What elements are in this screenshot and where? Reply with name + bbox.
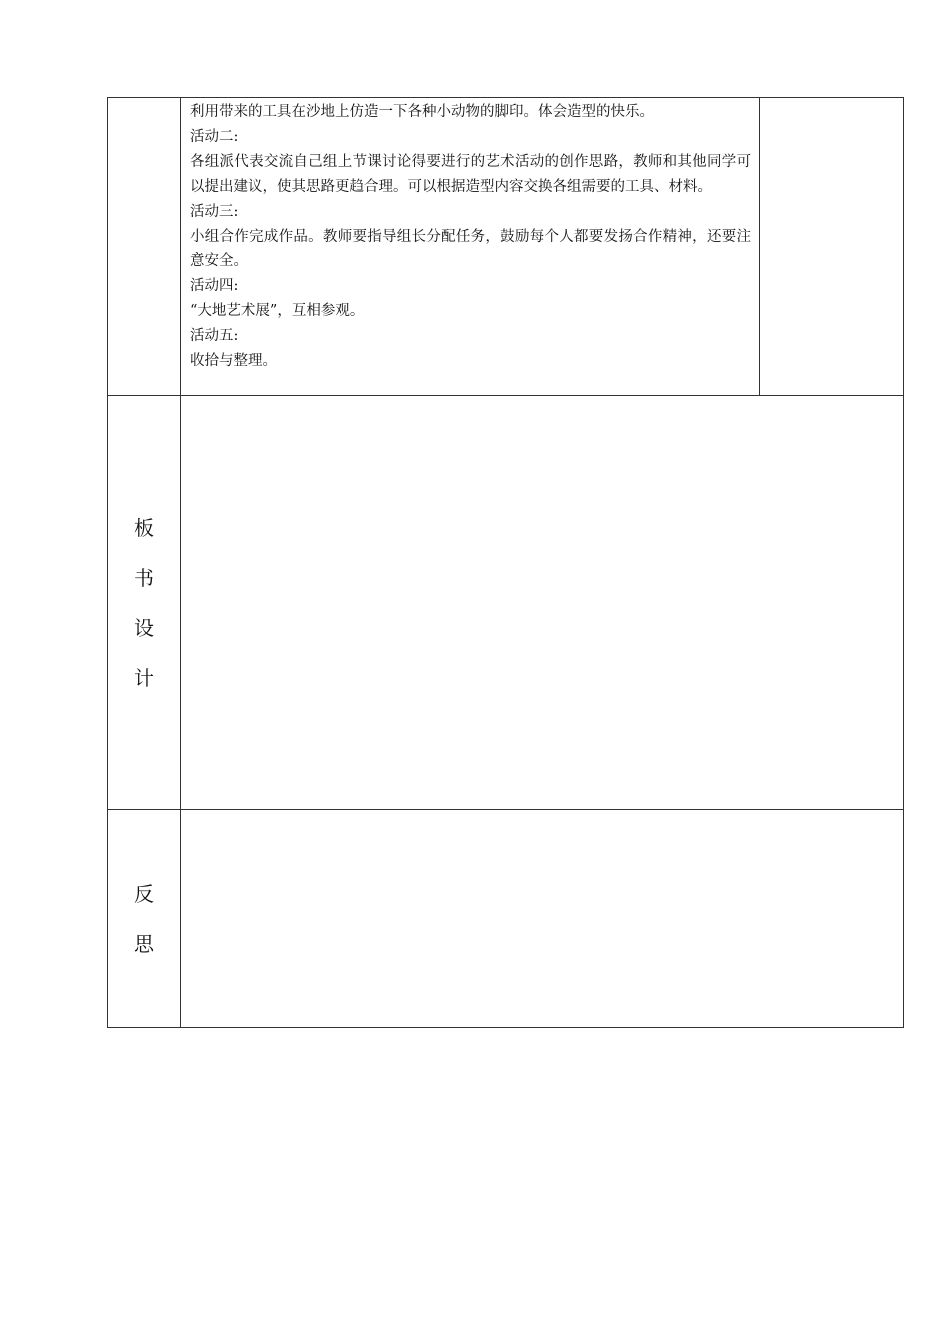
reflection-row [108, 810, 904, 1028]
board-design-char: 板 [134, 515, 154, 540]
reflection-content-cell [181, 810, 904, 1028]
activity-text-line: 各组派代表交流自己组上节课讨论得要进行的艺术活动的创作思路，教师和其他同学可以提出建议，使其思路更趋合理。可以根据造型内容交换各组需要的工具、材料。 [190, 153, 751, 195]
activity-heading: 活动二: [190, 128, 239, 145]
reflection-char: 反 [134, 881, 154, 906]
activity-heading: 活动五: [190, 328, 239, 345]
activities-row [108, 98, 904, 396]
activity-text-line: 收拾与整理。 [190, 353, 277, 370]
board-design-label [108, 396, 181, 810]
board-design-char: 书 [134, 565, 154, 590]
board-design-char: 设 [134, 615, 154, 640]
activity-text-line: 利用带来的工具在沙地上仿造一下各种小动物的脚印。体会造型的快乐。 [190, 104, 654, 120]
lesson-plan-table [107, 97, 904, 1028]
activity-text-line: “大地艺术展”，互相参观。 [190, 303, 365, 320]
activity-text-line: 小组合作完成作品。教师要指导组长分配任务，鼓励每个人都要发扬合作精神，还要注意安全。 [190, 228, 751, 270]
reflection-label [108, 810, 181, 1028]
reflection-char: 思 [134, 931, 154, 956]
activity-heading: 活动四: [190, 278, 239, 295]
activity-heading: 活动三: [190, 203, 239, 220]
activities-content-cell [181, 98, 760, 396]
board-design-row [108, 396, 904, 810]
activities-label-cell [108, 98, 181, 396]
activities-notes-cell [760, 98, 904, 396]
board-design-char: 计 [134, 665, 154, 690]
board-design-content-cell [181, 396, 904, 810]
